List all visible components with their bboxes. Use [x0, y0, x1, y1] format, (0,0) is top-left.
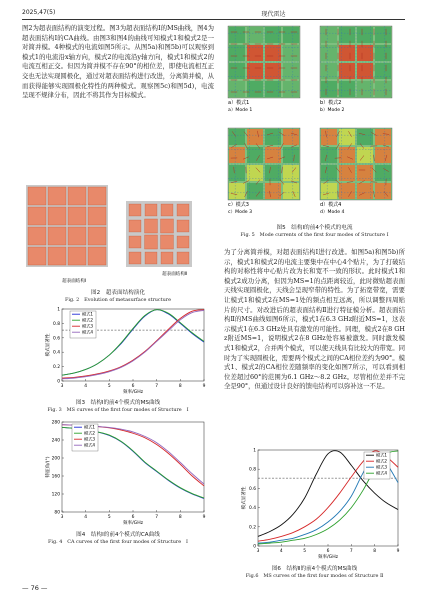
- patch-current-density: [375, 147, 391, 163]
- y-tick-label: 0.6: [53, 336, 60, 342]
- metasurface-patch: [177, 204, 189, 216]
- x-tick-label: 3: [60, 515, 64, 520]
- panel-a-label-en: a）Mode 1: [228, 108, 253, 113]
- y-tick-label: 0: [57, 379, 60, 385]
- patch-current-density: [229, 45, 245, 61]
- patch-current-density: [321, 81, 337, 97]
- x-tick-label: 6: [326, 549, 330, 554]
- legend-entry: 模式2: [82, 317, 94, 323]
- x-axis-label: 频率/GHz: [122, 521, 144, 526]
- patch-current-density: [375, 129, 391, 145]
- figure-3: [22, 305, 214, 413]
- metasurface-patch: [28, 187, 46, 205]
- patch-current-density: [247, 81, 263, 97]
- metasurface-patch: [88, 247, 106, 265]
- patch-current-density: [339, 183, 355, 199]
- patch-current-density: [229, 63, 245, 79]
- patch-current-density: [247, 27, 263, 43]
- legend: [72, 424, 98, 452]
- journal-volume: 2025,47(5): [22, 9, 56, 16]
- figure-4: [22, 418, 214, 546]
- x-tick-label: 3: [256, 549, 260, 554]
- patch-current-density: [283, 129, 299, 145]
- patch-current-density: [357, 45, 373, 61]
- x-tick-label: 6: [131, 384, 135, 389]
- patch-current-density: [247, 129, 263, 145]
- patch-current-density: [357, 147, 373, 163]
- patch-current-density: [339, 129, 355, 145]
- fig4-caption-en: Fig. 4 CA curves of the first four modes of Structure Ⅰ: [48, 539, 188, 545]
- patch-current-density: [375, 27, 391, 43]
- y-tick-label: 0.2: [53, 365, 60, 371]
- right-paragraph: 为了分离简并模，对超表面结构Ⅰ进行改进。如图5a)和图5b)所示，模式1和模式2的电流主要集中在中心4个贴片，为了打破结构的对称性将中心贴片改为长和宽不一致的形状。此时模式1和模式2成功分离，但因为MS=1的点距离较近，此时微贴超表面天线实现圆极化，天线会呈现窄带的特性。为了拓宽带宽，需要让模式1和模式2在MS=1处的频点相互远离，所以调整四周贴片的尺寸。对改进后的超表面结构Ⅱ进行特征模分析。超表面结构Ⅱ的MS曲线如图6所示，模式1在6.3 GHz附近MS=1，这表示模式1在6.3 GHz处具有激发的可能性。同理，模式2在8 GHz附近MS=1，说明模式2在8 GHz处容易被激发。同时激发模式1和模式2，合并两个模式，可以使天线具有比较大的带宽。同时为了实现圆极化，需要两个模式之间的CA相位差约为90°。模式1、模式2的CA相位差随频率的变化如图7所示，可以看到相位差超过60°的范围为6.1 GHz～8.2 GHz。尽管相位差并不完全是90°，但通过设计良好的馈电结构可以弥补这一不足。: [224, 248, 405, 391]
- metasurface-patch: [28, 247, 46, 265]
- legend-entry: 模式1: [376, 452, 388, 458]
- y-tick-label: 80: [54, 510, 60, 516]
- header-rule: [22, 19, 405, 20]
- x-tick-label: 7: [155, 384, 159, 389]
- structure-1-grid: [26, 185, 108, 267]
- fig6-caption-en: Fig.6 MS curves of the first four modes of Structure Ⅱ: [245, 573, 384, 579]
- patch-current-density: [283, 183, 299, 199]
- fig2-caption-cn: 图2 超表面结构演化: [91, 290, 145, 296]
- x-tick-label: 9: [396, 549, 400, 554]
- legend-entry: 模式2: [84, 430, 96, 436]
- legend-entry: 模式3: [82, 323, 94, 329]
- journal-title: 现代雷达: [261, 11, 286, 18]
- panel-b-label-en: b）Mode 2: [320, 108, 345, 113]
- patch-current-density: [339, 165, 355, 181]
- x-tick-label: 5: [107, 515, 111, 520]
- y-tick-label: 1: [253, 448, 256, 454]
- metasurface-patch: [48, 247, 66, 265]
- patch-current-density: [229, 183, 245, 199]
- x-tick-label: 8: [178, 515, 182, 520]
- panel-d-label-cn: d）模式4: [320, 202, 342, 208]
- fig6-caption-cn: 图6 结构Ⅱ的前4个模式的MS曲线: [271, 566, 358, 572]
- legend-entry: 模式4: [84, 442, 96, 448]
- metasurface-patch: [68, 227, 86, 245]
- patch-current-density: [265, 81, 281, 97]
- patch-current-density: [357, 81, 373, 97]
- patch-current-density: [321, 63, 337, 79]
- patch-current-density: [247, 45, 263, 61]
- patch-current-density: [339, 27, 355, 43]
- patch-current-density: [321, 27, 337, 43]
- left-paragraph: 图2为超表面结构的演变过程。图3为超表面结构Ⅰ的MS曲线，图4为超表面结构Ⅰ的CA曲线。由图3和图4的曲线可知模式1和模式2是一对简并模。4种模式的电流如图5所示。从图5a)和图5b)可以观察到模式1的电流沿x轴方向，模式2的电流沿y轴方向，模式1和模式2的电流互相正交。但因为简并模不存在90°的相位差，即使电流相互正交也无法实现圆极化，通过对超表面结构进行改进，分离简并模，从而获得能够实现圆极化特性的两种模式。观察图5c)和图5d)，电流呈现不规律分布，因此不将其作为目标模式。: [22, 24, 214, 100]
- patch-current-density: [321, 45, 337, 61]
- patch-current-density: [321, 129, 337, 145]
- x-axis-label: 频率/GHz: [122, 390, 144, 395]
- patch-current-density: [283, 63, 299, 79]
- fig3-caption-cn: 图3 结构Ⅰ的前4个模式的MS曲线: [75, 400, 161, 406]
- patch-current-density: [247, 147, 263, 163]
- x-tick-label: 7: [155, 515, 159, 520]
- panel-c-label-cn: c）模式3: [228, 202, 249, 208]
- metasurface-patch: [161, 219, 174, 233]
- metasurface-patch: [161, 252, 173, 264]
- metasurface-patch: [177, 220, 189, 232]
- current-panel-4: [320, 128, 392, 200]
- patch-current-density: [375, 81, 391, 97]
- figure-2: [22, 183, 214, 303]
- legend-entry: 模式4: [376, 470, 388, 476]
- patch-current-density: [229, 81, 245, 97]
- patch-current-density: [283, 81, 299, 97]
- metasurface-patch: [28, 227, 46, 245]
- metasurface-patch: [145, 204, 157, 216]
- x-tick-label: 9: [202, 515, 206, 520]
- fig4-chart: [22, 418, 214, 528]
- metasurface-patch: [129, 204, 141, 216]
- patch-current-density: [283, 165, 299, 181]
- legend-entry: 模式1: [82, 311, 94, 317]
- metasurface-evolution-diagram: [22, 183, 214, 285]
- legend: [70, 311, 96, 339]
- structure-2-label: 超表面结构Ⅱ: [162, 272, 188, 277]
- metasurface-patch: [48, 227, 66, 245]
- patch-current-density: [321, 165, 337, 181]
- patch-current-density: [375, 63, 391, 79]
- metasurface-patch: [129, 252, 141, 264]
- metasurface-patch: [145, 252, 157, 264]
- metasurface-patch: [161, 235, 174, 249]
- patch-current-density: [229, 27, 245, 43]
- metasurface-patch: [129, 220, 141, 232]
- y-tick-label: 0.2: [249, 525, 256, 531]
- patch-current-density: [339, 63, 355, 79]
- legend-entry: 模式4: [82, 329, 94, 335]
- panel-a-label-cn: a）模式1: [228, 100, 250, 106]
- x-tick-label: 8: [373, 549, 377, 554]
- y-axis-label: 特征角/(°): [46, 456, 51, 478]
- metasurface-patch: [88, 187, 106, 205]
- y-tick-label: 0.4: [249, 506, 256, 512]
- patch-current-density: [247, 165, 263, 181]
- y-tick-label: 160: [51, 474, 60, 480]
- fig5-caption-cn: 图5 结构Ⅰ的前4个模式的电流: [276, 225, 353, 231]
- y-tick-label: 0: [253, 544, 256, 550]
- x-tick-label: 8: [178, 384, 182, 389]
- fig3-chart: [22, 305, 214, 397]
- page-number: — 76 —: [22, 584, 48, 592]
- patch-current-density: [265, 63, 281, 79]
- patch-current-density: [265, 147, 281, 163]
- patch-current-density: [283, 27, 299, 43]
- metasurface-patch: [28, 207, 46, 225]
- y-tick-label: 0.6: [249, 486, 256, 492]
- metasurface-patch: [88, 207, 106, 225]
- metasurface-patch: [161, 204, 173, 216]
- patch-current-density: [229, 129, 245, 145]
- patch-current-density: [375, 45, 391, 61]
- patch-current-density: [229, 147, 245, 163]
- patch-current-density: [375, 183, 391, 199]
- patch-current-density: [357, 27, 373, 43]
- patch-current-density: [339, 147, 355, 163]
- patch-current-density: [283, 45, 299, 61]
- metasurface-patch: [129, 236, 141, 248]
- figure-5: [224, 24, 405, 239]
- patch-current-density: [357, 165, 373, 181]
- y-tick-label: 0.8: [249, 467, 256, 473]
- metasurface-patch: [68, 187, 86, 205]
- fig5-caption-en: Fig. 5 Mode currents of the first four modes of Structure Ⅰ: [240, 232, 389, 238]
- metasurface-patch: [68, 247, 86, 265]
- legend-entry: 模式2: [376, 458, 388, 464]
- y-tick-label: 280: [51, 420, 60, 426]
- legend: [364, 452, 390, 480]
- y-tick-label: 0.8: [53, 321, 60, 327]
- metasurface-patch: [145, 219, 158, 233]
- metasurface-patch: [145, 235, 158, 249]
- legend-entry: 模式3: [84, 436, 96, 442]
- legend-entry: 模式1: [84, 424, 96, 430]
- x-tick-label: 6: [131, 515, 135, 520]
- patch-current-density: [357, 129, 373, 145]
- x-tick-label: 4: [84, 384, 88, 389]
- patch-current-density: [265, 129, 281, 145]
- y-tick-label: 120: [51, 492, 60, 498]
- patch-current-density: [247, 63, 263, 79]
- y-tick-label: 240: [51, 438, 60, 444]
- patch-current-density: [265, 45, 281, 61]
- metasurface-patch: [177, 252, 189, 264]
- current-panel-1: [228, 26, 300, 98]
- y-axis-label: 模式显著性: [242, 486, 247, 510]
- current-panel-2: [320, 26, 392, 98]
- mode-current-panels: [224, 24, 405, 220]
- panel-c-label-en: c）Mode 3: [228, 210, 253, 215]
- x-tick-label: 5: [107, 384, 111, 389]
- x-axis-label: 频率/GHz: [317, 555, 339, 560]
- x-tick-label: 7: [349, 549, 353, 554]
- structure-1-label: 超表面结构Ⅰ: [62, 279, 87, 284]
- fig6-chart: [224, 446, 405, 562]
- x-tick-label: 5: [303, 549, 307, 554]
- patch-current-density: [339, 45, 355, 61]
- patch-current-density: [265, 165, 281, 181]
- structure-2-grid: [126, 201, 192, 267]
- patch-current-density: [265, 27, 281, 43]
- fig2-caption-en: Fig. 2 Evolution of metasurface structure: [64, 297, 172, 303]
- patch-current-density: [357, 183, 373, 199]
- y-tick-label: 1: [57, 307, 60, 313]
- x-tick-label: 4: [279, 549, 283, 554]
- patch-current-density: [321, 183, 337, 199]
- panel-b-label-cn: b）模式2: [320, 100, 342, 106]
- metasurface-patch: [88, 227, 106, 245]
- metasurface-patch: [48, 207, 66, 225]
- x-tick-label: 3: [60, 384, 64, 389]
- y-axis-label: 模式显著性: [46, 333, 51, 357]
- current-panel-3: [228, 128, 300, 200]
- fig3-caption-en: Fig. 3 MS curves of the first four modes of Structure Ⅰ: [47, 407, 189, 413]
- patch-current-density: [265, 183, 281, 199]
- metasurface-patch: [177, 236, 189, 248]
- metasurface-patch: [48, 187, 66, 205]
- patch-current-density: [247, 183, 263, 199]
- panel-d-label-en: d）Mode 4: [320, 210, 345, 215]
- patch-current-density: [229, 165, 245, 181]
- patch-current-density: [357, 63, 373, 79]
- patch-current-density: [283, 147, 299, 163]
- patch-current-density: [321, 147, 337, 163]
- y-tick-label: 0.4: [53, 350, 60, 356]
- x-tick-label: 4: [84, 515, 88, 520]
- patch-current-density: [375, 165, 391, 181]
- fig4-caption-cn: 图4 结构Ⅰ的前4个模式的CA曲线: [76, 532, 160, 538]
- x-tick-label: 9: [202, 384, 206, 389]
- metasurface-patch: [68, 207, 86, 225]
- y-tick-label: 200: [51, 456, 60, 462]
- patch-current-density: [339, 81, 355, 97]
- figure-6: [224, 446, 405, 580]
- legend-entry: 模式3: [376, 464, 388, 470]
